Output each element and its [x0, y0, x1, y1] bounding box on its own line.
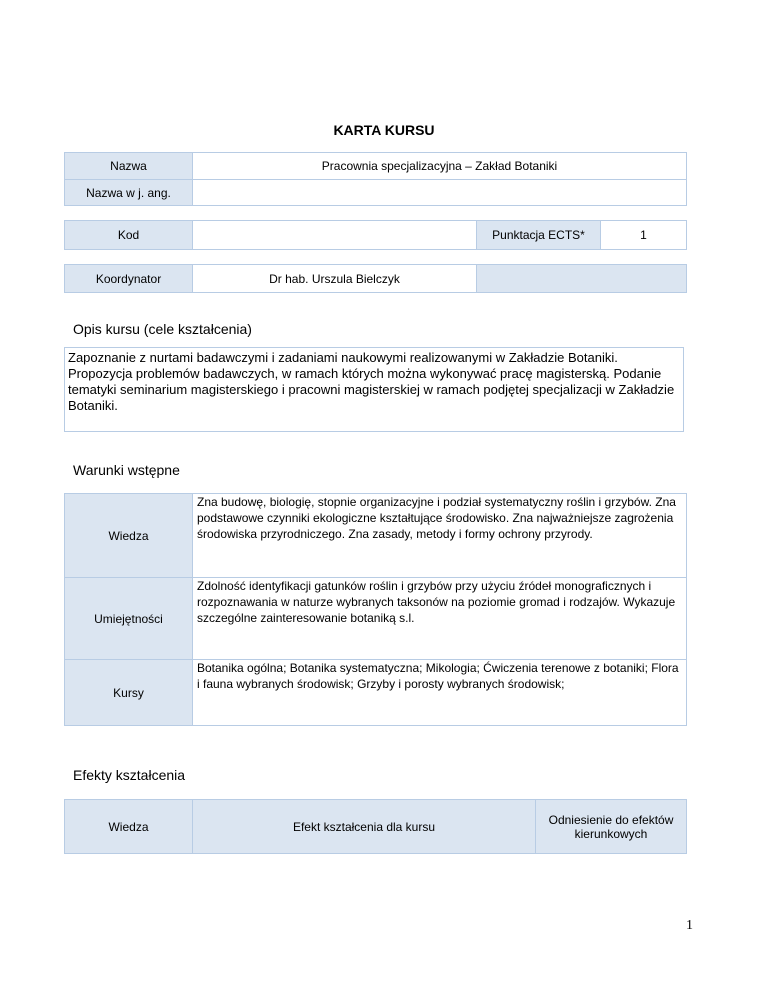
warunki-heading: Warunki wstępne — [73, 462, 180, 478]
prereq-text-umiejetnosci: Zdolność identyfikacji gatunków roślin i grzybów przy użyciu źródeł monograficznych i rozpoznawania w naturze wybranych taksonów na poziomie gromad i rodzajów. Wykazuje szczególne zainteresowanie botaniką s.l. — [193, 578, 687, 660]
ects-label: Punktacja ECTS* — [477, 221, 601, 250]
prereq-text-kursy: Botanika ogólna; Botanika systematyczna; Mikologia; Ćwiczenia terenowe z botaniki; Flora i fauna wybranych środowisk; Grzyby i porosty wybranych środowisk; — [193, 660, 687, 726]
prereq-label-kursy: Kursy — [65, 660, 193, 726]
opis-text-box: Zapoznanie z nurtami badawczymi i zadaniami naukowymi realizowanymi w Zakładzie Botaniki. Propozycja problemów badawczych, w ramach których można wykonywać pracę magisterską. Podanie tematyki seminarium magisterskiego i pracowni magisterskiej w ramach podjętej specjalizacji w Zakładzie Botaniki. — [64, 347, 684, 432]
opis-heading: Opis kursu (cele kształcenia) — [73, 321, 252, 337]
outcomes-col-efekt: Efekt kształcenia dla kursu — [193, 800, 536, 854]
kod-label: Kod — [65, 221, 193, 250]
prereq-text-wiedza: Zna budowę, biologię, stopnie organizacyjne i podział systematyczny roślin i grzybów. Zna podstawowe czynniki ekologiczne kształtujące środowisko. Zna najważniejsze zagrożenia środowiska przyrodniczego. Zna zasady, metody i formy ochrony przyrody. — [193, 494, 687, 578]
koordynator-label: Koordynator — [65, 265, 193, 293]
nazwa-ang-label: Nazwa w j. ang. — [65, 180, 193, 206]
name-table — [64, 152, 687, 206]
ects-value: 1 — [601, 221, 687, 250]
coordinator-table — [64, 264, 687, 293]
efekty-heading: Efekty kształcenia — [73, 767, 186, 783]
koordynator-value: Dr hab. Urszula Bielczyk — [193, 265, 477, 293]
page-title: KARTA KURSU — [333, 122, 435, 138]
nazwa-label: Nazwa — [65, 153, 193, 180]
prereq-label-wiedza: Wiedza — [65, 494, 193, 578]
outcomes-col-odniesienie: Odniesienie do efektów kierunkowych — [536, 800, 687, 854]
nazwa-value: Pracownia specjalizacyjna – Zakład Botaniki — [193, 153, 687, 180]
prerequisites-table — [64, 493, 687, 726]
nazwa-ang-value — [193, 180, 687, 206]
code-table — [64, 220, 687, 250]
outcomes-table — [64, 799, 687, 854]
kod-value — [193, 221, 477, 250]
koordynator-extra — [477, 265, 687, 293]
page-number: 1 — [686, 918, 693, 933]
prereq-label-umiejetnosci: Umiejętności — [65, 578, 193, 660]
outcomes-col-wiedza: Wiedza — [65, 800, 193, 854]
